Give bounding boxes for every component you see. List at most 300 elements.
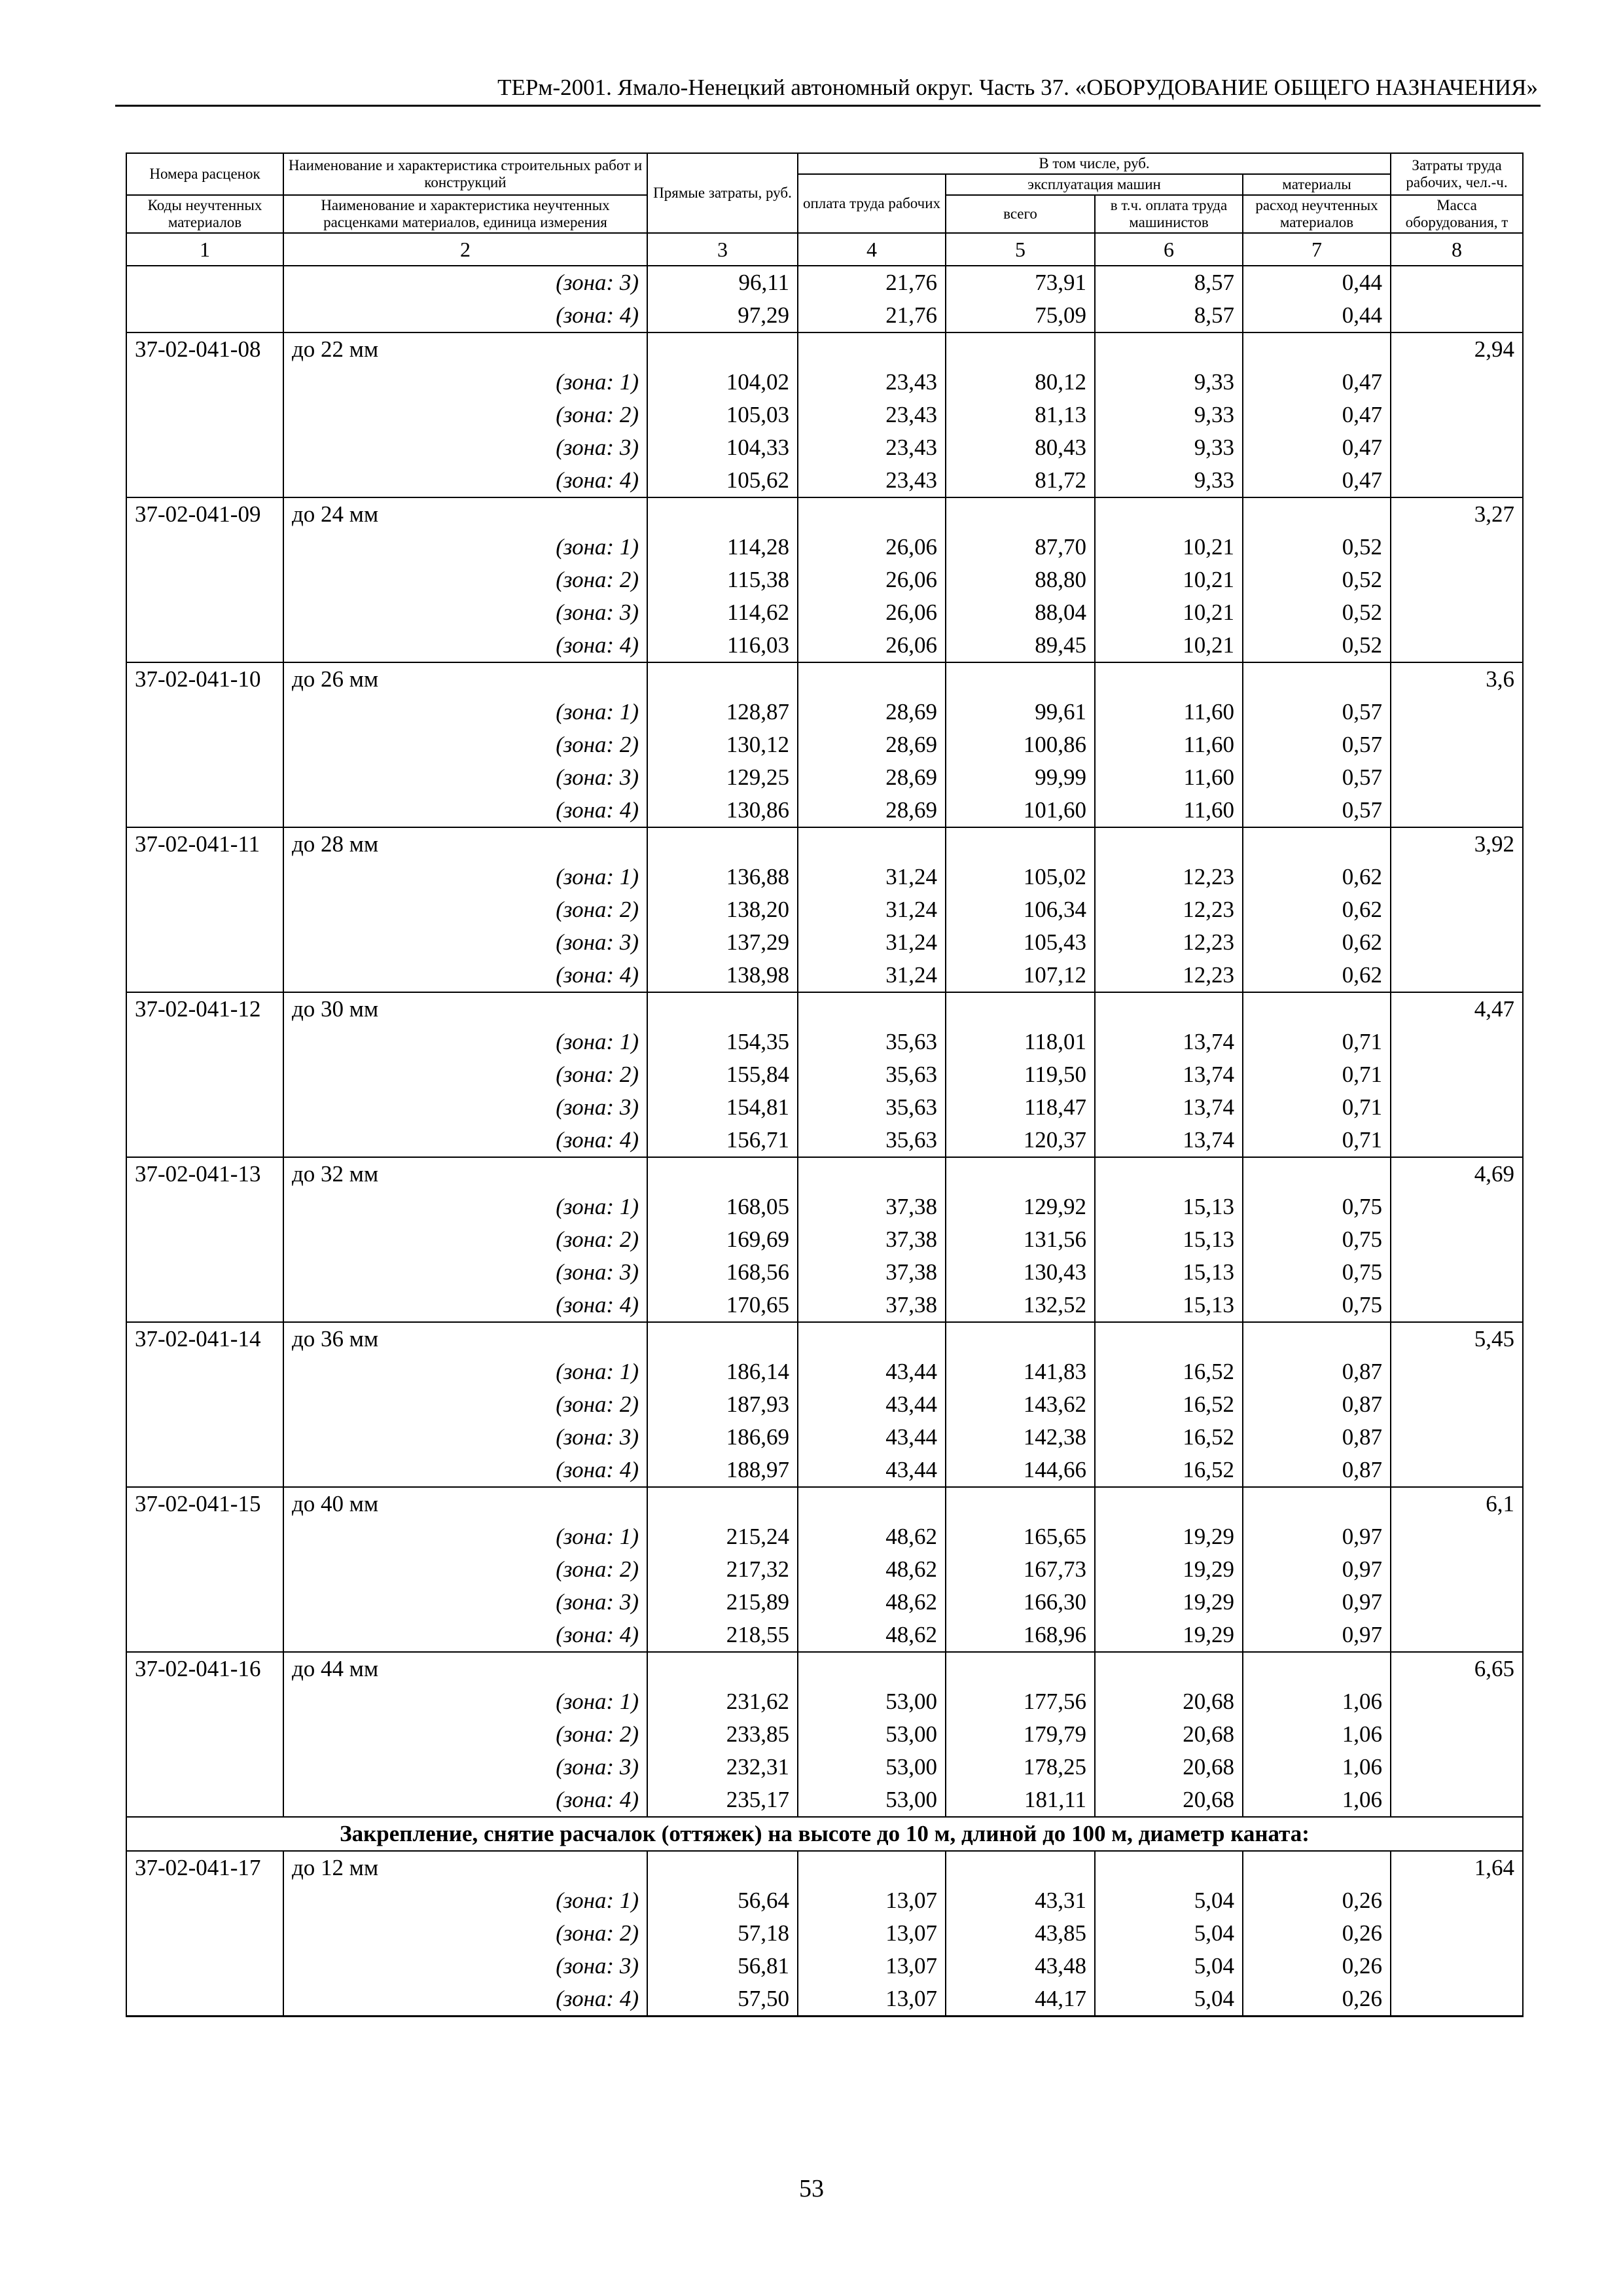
head-machine-operation: эксплуатация машин xyxy=(946,174,1243,195)
machine-total-cell xyxy=(946,827,1095,861)
worker-pay: 23,43 xyxy=(798,431,946,464)
header-rule xyxy=(115,105,1541,107)
work-name: до 40 мм xyxy=(283,1487,647,1520)
machinist-pay: 13,74 xyxy=(1095,1124,1243,1157)
zone-row xyxy=(126,1784,1523,1817)
machinist-pay: 8,57 xyxy=(1095,299,1243,332)
labor-hours: 1,64 xyxy=(1391,1851,1523,1884)
direct-cost: 233,85 xyxy=(647,1718,798,1751)
rate-code-cell xyxy=(126,959,283,992)
machine-total: 142,38 xyxy=(946,1421,1095,1454)
direct-cost: 235,17 xyxy=(647,1784,798,1817)
machinist-pay-cell xyxy=(1095,1157,1243,1191)
machine-total: 87,70 xyxy=(946,531,1095,564)
zone-row xyxy=(126,1619,1523,1652)
rate-code-cell xyxy=(126,531,283,564)
labor-hours-cell xyxy=(1391,1388,1523,1421)
materials: 1,06 xyxy=(1243,1751,1391,1784)
machinist-pay: 8,57 xyxy=(1095,266,1243,299)
machine-total: 178,25 xyxy=(946,1751,1095,1784)
labor-hours-cell xyxy=(1391,531,1523,564)
labor-hours: 3,92 xyxy=(1391,827,1523,861)
work-name: до 28 мм xyxy=(283,827,647,861)
direct-cost: 215,89 xyxy=(647,1586,798,1619)
zone-label: (зона: 2) xyxy=(283,1917,647,1950)
zone-row xyxy=(126,1520,1523,1553)
direct-cost: 138,20 xyxy=(647,893,798,926)
rate-code-cell xyxy=(126,1718,283,1751)
direct-cost: 168,05 xyxy=(647,1191,798,1223)
labor-hours: 6,65 xyxy=(1391,1652,1523,1685)
direct-cost: 129,25 xyxy=(647,761,798,794)
direct-cost: 116,03 xyxy=(647,629,798,662)
work-name: до 24 мм xyxy=(283,497,647,531)
zone-label: (зона: 4) xyxy=(283,959,647,992)
rate-code-cell xyxy=(126,266,283,299)
direct-cost: 168,56 xyxy=(647,1256,798,1289)
rate-code-cell xyxy=(126,366,283,399)
machine-total: 81,13 xyxy=(946,399,1095,431)
rate-code-cell xyxy=(126,1784,283,1817)
materials: 0,52 xyxy=(1243,531,1391,564)
head-machine-total: всего xyxy=(946,195,1095,233)
worker-pay: 26,06 xyxy=(798,596,946,629)
head-materials: материалы xyxy=(1243,174,1391,195)
zone-row xyxy=(126,366,1523,399)
rate-code-cell xyxy=(126,1685,283,1718)
head-labor-costs: Затраты труда рабочих, чел.-ч. xyxy=(1391,153,1523,195)
materials: 0,62 xyxy=(1243,959,1391,992)
labor-hours-cell xyxy=(1391,1091,1523,1124)
zone-label: (зона: 4) xyxy=(283,1289,647,1322)
head-equipment-mass: Масса оборудования, т xyxy=(1391,195,1523,233)
machine-total: 166,30 xyxy=(946,1586,1095,1619)
machinist-pay: 15,13 xyxy=(1095,1256,1243,1289)
machine-total: 80,12 xyxy=(946,366,1095,399)
materials-cell xyxy=(1243,1487,1391,1520)
machinist-pay: 9,33 xyxy=(1095,399,1243,431)
materials: 0,71 xyxy=(1243,1124,1391,1157)
materials: 1,06 xyxy=(1243,1784,1391,1817)
zone-row xyxy=(126,1685,1523,1718)
machinist-pay: 13,74 xyxy=(1095,1091,1243,1124)
labor-hours: 6,1 xyxy=(1391,1487,1523,1520)
rate-code: 37-02-041-15 xyxy=(126,1487,283,1520)
work-name: до 44 мм xyxy=(283,1652,647,1685)
machine-total: 43,48 xyxy=(946,1950,1095,1982)
materials: 0,87 xyxy=(1243,1355,1391,1388)
direct-cost: 138,98 xyxy=(647,959,798,992)
worker-pay: 26,06 xyxy=(798,564,946,596)
zone-row xyxy=(126,1091,1523,1124)
machinist-pay: 12,23 xyxy=(1095,861,1243,893)
worker-pay-cell xyxy=(798,827,946,861)
labor-hours-cell xyxy=(1391,1289,1523,1322)
machine-total: 141,83 xyxy=(946,1355,1095,1388)
labor-hours-cell xyxy=(1391,1520,1523,1553)
rate-code: 37-02-041-12 xyxy=(126,992,283,1026)
worker-pay-cell xyxy=(798,1322,946,1355)
rate-code-cell xyxy=(126,1026,283,1058)
zone-row xyxy=(126,1950,1523,1982)
zone-row xyxy=(126,926,1523,959)
rate-code-cell xyxy=(126,629,283,662)
worker-pay: 31,24 xyxy=(798,893,946,926)
worker-pay: 53,00 xyxy=(798,1718,946,1751)
worker-pay: 28,69 xyxy=(798,761,946,794)
zone-row xyxy=(126,1586,1523,1619)
zone-row xyxy=(126,431,1523,464)
direct-cost-cell xyxy=(647,662,798,696)
zone-row xyxy=(126,1355,1523,1388)
machinist-pay-cell xyxy=(1095,1487,1243,1520)
column-number: 5 xyxy=(946,233,1095,266)
machine-total: 129,92 xyxy=(946,1191,1095,1223)
machine-total-cell xyxy=(946,1851,1095,1884)
zone-row xyxy=(126,1289,1523,1322)
work-name: до 22 мм xyxy=(283,332,647,366)
materials-cell xyxy=(1243,1157,1391,1191)
machine-total-cell xyxy=(946,1322,1095,1355)
worker-pay: 28,69 xyxy=(798,794,946,827)
worker-pay: 48,62 xyxy=(798,1619,946,1652)
zone-label: (зона: 1) xyxy=(283,1191,647,1223)
direct-cost: 170,65 xyxy=(647,1289,798,1322)
rate-code-cell xyxy=(126,1223,283,1256)
machine-total: 81,72 xyxy=(946,464,1095,497)
rate-code-cell xyxy=(126,1619,283,1652)
direct-cost: 186,14 xyxy=(647,1355,798,1388)
worker-pay: 53,00 xyxy=(798,1751,946,1784)
zone-label: (зона: 4) xyxy=(283,794,647,827)
direct-cost: 57,50 xyxy=(647,1982,798,2017)
zone-label: (зона: 1) xyxy=(283,861,647,893)
direct-cost: 187,93 xyxy=(647,1388,798,1421)
materials-cell xyxy=(1243,497,1391,531)
zone-row xyxy=(126,1982,1523,2017)
column-number: 8 xyxy=(1391,233,1523,266)
direct-cost-cell xyxy=(647,1322,798,1355)
direct-cost: 114,28 xyxy=(647,531,798,564)
labor-hours-cell xyxy=(1391,464,1523,497)
rate-group-row xyxy=(126,1652,1523,1685)
zone-row xyxy=(126,1421,1523,1454)
zone-label: (зона: 4) xyxy=(283,1454,647,1487)
worker-pay: 13,07 xyxy=(798,1982,946,2017)
labor-hours-cell xyxy=(1391,1256,1523,1289)
labor-hours-cell xyxy=(1391,1355,1523,1388)
direct-cost-cell xyxy=(647,1157,798,1191)
materials: 0,75 xyxy=(1243,1191,1391,1223)
labor-hours: 2,94 xyxy=(1391,332,1523,366)
machine-total-cell xyxy=(946,992,1095,1026)
materials: 0,75 xyxy=(1243,1256,1391,1289)
worker-pay: 37,38 xyxy=(798,1256,946,1289)
rate-code: 37-02-041-09 xyxy=(126,497,283,531)
zone-row xyxy=(126,861,1523,893)
worker-pay: 43,44 xyxy=(798,1388,946,1421)
labor-hours-cell xyxy=(1391,861,1523,893)
zone-label: (зона: 2) xyxy=(283,1553,647,1586)
machinist-pay: 10,21 xyxy=(1095,596,1243,629)
machine-total-cell xyxy=(946,1487,1095,1520)
direct-cost: 105,62 xyxy=(647,464,798,497)
rate-code-cell xyxy=(126,1982,283,2017)
rates-table xyxy=(126,152,1524,2017)
materials: 0,26 xyxy=(1243,1982,1391,2017)
rate-group-row xyxy=(126,497,1523,531)
machinist-pay-cell xyxy=(1095,1652,1243,1685)
labor-hours-cell xyxy=(1391,1917,1523,1950)
zone-label: (зона: 1) xyxy=(283,531,647,564)
machine-total: 167,73 xyxy=(946,1553,1095,1586)
materials: 0,52 xyxy=(1243,596,1391,629)
zone-label: (зона: 3) xyxy=(283,431,647,464)
direct-cost: 155,84 xyxy=(647,1058,798,1091)
direct-cost: 56,64 xyxy=(647,1884,798,1917)
materials: 0,44 xyxy=(1243,266,1391,299)
direct-cost-cell xyxy=(647,1652,798,1685)
rate-group-row xyxy=(126,1487,1523,1520)
materials: 1,06 xyxy=(1243,1718,1391,1751)
labor-hours-cell xyxy=(1391,399,1523,431)
zone-row xyxy=(126,794,1523,827)
materials-cell xyxy=(1243,662,1391,696)
direct-cost: 128,87 xyxy=(647,696,798,728)
materials: 1,06 xyxy=(1243,1685,1391,1718)
direct-cost: 215,24 xyxy=(647,1520,798,1553)
labor-hours-cell xyxy=(1391,1784,1523,1817)
worker-pay: 28,69 xyxy=(798,696,946,728)
machinist-pay-cell xyxy=(1095,1322,1243,1355)
labor-hours-cell xyxy=(1391,893,1523,926)
machinist-pay-cell xyxy=(1095,1851,1243,1884)
column-number: 4 xyxy=(798,233,946,266)
zone-row xyxy=(126,299,1523,332)
worker-pay: 23,43 xyxy=(798,399,946,431)
worker-pay: 31,24 xyxy=(798,926,946,959)
direct-cost: 218,55 xyxy=(647,1619,798,1652)
direct-cost-cell xyxy=(647,992,798,1026)
materials: 0,87 xyxy=(1243,1421,1391,1454)
direct-cost: 104,02 xyxy=(647,366,798,399)
zone-row xyxy=(126,1917,1523,1950)
rate-code-cell xyxy=(126,1091,283,1124)
rate-code-cell xyxy=(126,1884,283,1917)
materials: 0,71 xyxy=(1243,1058,1391,1091)
labor-hours-cell xyxy=(1391,959,1523,992)
direct-cost: 217,32 xyxy=(647,1553,798,1586)
machine-total: 132,52 xyxy=(946,1289,1095,1322)
zone-row xyxy=(126,1124,1523,1157)
worker-pay: 31,24 xyxy=(798,861,946,893)
worker-pay: 48,62 xyxy=(798,1586,946,1619)
machine-total-cell xyxy=(946,662,1095,696)
materials: 0,62 xyxy=(1243,893,1391,926)
rate-code: 37-02-041-10 xyxy=(126,662,283,696)
zone-row xyxy=(126,1256,1523,1289)
rate-code-cell xyxy=(126,1421,283,1454)
machinist-pay: 19,29 xyxy=(1095,1619,1243,1652)
rate-code-cell xyxy=(126,564,283,596)
machinist-pay: 13,74 xyxy=(1095,1026,1243,1058)
materials: 0,71 xyxy=(1243,1091,1391,1124)
zone-label: (зона: 1) xyxy=(283,1520,647,1553)
direct-cost: 96,11 xyxy=(647,266,798,299)
labor-hours: 4,47 xyxy=(1391,992,1523,1026)
machinist-pay: 15,13 xyxy=(1095,1191,1243,1223)
machine-total: 99,61 xyxy=(946,696,1095,728)
materials: 0,62 xyxy=(1243,861,1391,893)
machinist-pay: 16,52 xyxy=(1095,1355,1243,1388)
machinist-pay: 16,52 xyxy=(1095,1388,1243,1421)
machine-total: 144,66 xyxy=(946,1454,1095,1487)
worker-pay-cell xyxy=(798,332,946,366)
machine-total: 105,43 xyxy=(946,926,1095,959)
labor-hours-cell xyxy=(1391,1124,1523,1157)
zone-label: (зона: 2) xyxy=(283,1223,647,1256)
machinist-pay: 9,33 xyxy=(1095,431,1243,464)
labor-hours-cell xyxy=(1391,366,1523,399)
machine-total: 106,34 xyxy=(946,893,1095,926)
zone-row xyxy=(126,596,1523,629)
zone-label: (зона: 3) xyxy=(283,1751,647,1784)
labor-hours-cell xyxy=(1391,761,1523,794)
rate-code-cell xyxy=(126,1289,283,1322)
machine-total: 118,47 xyxy=(946,1091,1095,1124)
machinist-pay-cell xyxy=(1095,662,1243,696)
rate-code-cell xyxy=(126,1454,283,1487)
zone-label: (зона: 3) xyxy=(283,1421,647,1454)
materials: 0,44 xyxy=(1243,299,1391,332)
worker-pay-cell xyxy=(798,992,946,1026)
labor-hours-cell xyxy=(1391,1619,1523,1652)
machinist-pay: 15,13 xyxy=(1095,1223,1243,1256)
zone-label: (зона: 2) xyxy=(283,893,647,926)
labor-hours-cell xyxy=(1391,564,1523,596)
zone-row xyxy=(126,564,1523,596)
column-number: 6 xyxy=(1095,233,1243,266)
zone-row xyxy=(126,1191,1523,1223)
materials-cell xyxy=(1243,827,1391,861)
materials: 0,47 xyxy=(1243,366,1391,399)
zone-label: (зона: 2) xyxy=(283,1058,647,1091)
work-name: до 26 мм xyxy=(283,662,647,696)
machine-total: 131,56 xyxy=(946,1223,1095,1256)
rate-code-cell xyxy=(126,464,283,497)
materials: 0,87 xyxy=(1243,1454,1391,1487)
zone-label: (зона: 3) xyxy=(283,926,647,959)
direct-cost: 231,62 xyxy=(647,1685,798,1718)
machine-total: 119,50 xyxy=(946,1058,1095,1091)
machine-total: 120,37 xyxy=(946,1124,1095,1157)
materials: 0,87 xyxy=(1243,1388,1391,1421)
zone-label: (зона: 4) xyxy=(283,464,647,497)
zone-label: (зона: 2) xyxy=(283,728,647,761)
machinist-pay: 5,04 xyxy=(1095,1884,1243,1917)
worker-pay: 43,44 xyxy=(798,1421,946,1454)
zone-label: (зона: 1) xyxy=(283,1355,647,1388)
machinist-pay: 10,21 xyxy=(1095,531,1243,564)
materials: 0,26 xyxy=(1243,1884,1391,1917)
machine-total: 43,85 xyxy=(946,1917,1095,1950)
materials: 0,97 xyxy=(1243,1553,1391,1586)
worker-pay: 21,76 xyxy=(798,266,946,299)
zone-row xyxy=(126,1223,1523,1256)
worker-pay-cell xyxy=(798,662,946,696)
machinist-pay: 5,04 xyxy=(1095,1950,1243,1982)
section-heading: Закрепление, снятие расчалок (оттяжек) на высоте до 10 м, длиной до 100 м, диаметр каната: xyxy=(126,1817,1523,1851)
machine-total-cell xyxy=(946,332,1095,366)
machine-total: 73,91 xyxy=(946,266,1095,299)
direct-cost: 169,69 xyxy=(647,1223,798,1256)
materials-cell xyxy=(1243,1652,1391,1685)
work-name: до 12 мм xyxy=(283,1851,647,1884)
machine-total: 80,43 xyxy=(946,431,1095,464)
direct-cost: 154,35 xyxy=(647,1026,798,1058)
worker-pay-cell xyxy=(798,497,946,531)
rate-code-cell xyxy=(126,1751,283,1784)
rate-code-cell xyxy=(126,861,283,893)
machine-total: 88,80 xyxy=(946,564,1095,596)
machinist-pay-cell xyxy=(1095,827,1243,861)
rate-code-cell xyxy=(126,1191,283,1223)
direct-cost: 97,29 xyxy=(647,299,798,332)
machinist-pay: 16,52 xyxy=(1095,1421,1243,1454)
worker-pay: 48,62 xyxy=(798,1553,946,1586)
labor-hours-cell xyxy=(1391,1026,1523,1058)
direct-cost: 57,18 xyxy=(647,1917,798,1950)
worker-pay-cell xyxy=(798,1487,946,1520)
direct-cost: 188,97 xyxy=(647,1454,798,1487)
machinist-pay: 9,33 xyxy=(1095,366,1243,399)
zone-row xyxy=(126,1751,1523,1784)
machinist-pay: 12,23 xyxy=(1095,926,1243,959)
materials: 0,26 xyxy=(1243,1950,1391,1982)
direct-cost-cell xyxy=(647,1487,798,1520)
worker-pay: 35,63 xyxy=(798,1058,946,1091)
materials: 0,75 xyxy=(1243,1289,1391,1322)
materials: 0,57 xyxy=(1243,728,1391,761)
labor-hours-cell xyxy=(1391,1058,1523,1091)
labor-hours-cell xyxy=(1391,1586,1523,1619)
rate-code-cell xyxy=(126,893,283,926)
machinist-pay: 20,68 xyxy=(1095,1751,1243,1784)
machinist-pay: 19,29 xyxy=(1095,1553,1243,1586)
rate-group-row xyxy=(126,1322,1523,1355)
zone-label: (зона: 3) xyxy=(283,1256,647,1289)
machinist-pay-cell xyxy=(1095,332,1243,366)
machinist-pay: 11,60 xyxy=(1095,696,1243,728)
direct-cost: 114,62 xyxy=(647,596,798,629)
labor-hours-cell xyxy=(1391,629,1523,662)
rate-code-cell xyxy=(126,696,283,728)
labor-hours-cell xyxy=(1391,926,1523,959)
direct-cost: 115,38 xyxy=(647,564,798,596)
machine-total: 181,11 xyxy=(946,1784,1095,1817)
labor-hours-cell xyxy=(1391,728,1523,761)
machinist-pay: 11,60 xyxy=(1095,761,1243,794)
zone-label: (зона: 1) xyxy=(283,1884,647,1917)
rate-code-cell xyxy=(126,1586,283,1619)
machinist-pay: 13,74 xyxy=(1095,1058,1243,1091)
rate-code: 37-02-041-08 xyxy=(126,332,283,366)
zone-label: (зона: 4) xyxy=(283,1124,647,1157)
worker-pay: 13,07 xyxy=(798,1950,946,1982)
head-material-consumption: расход неучтенных материалов xyxy=(1243,195,1391,233)
rate-code-cell xyxy=(126,596,283,629)
labor-hours-cell xyxy=(1391,1751,1523,1784)
